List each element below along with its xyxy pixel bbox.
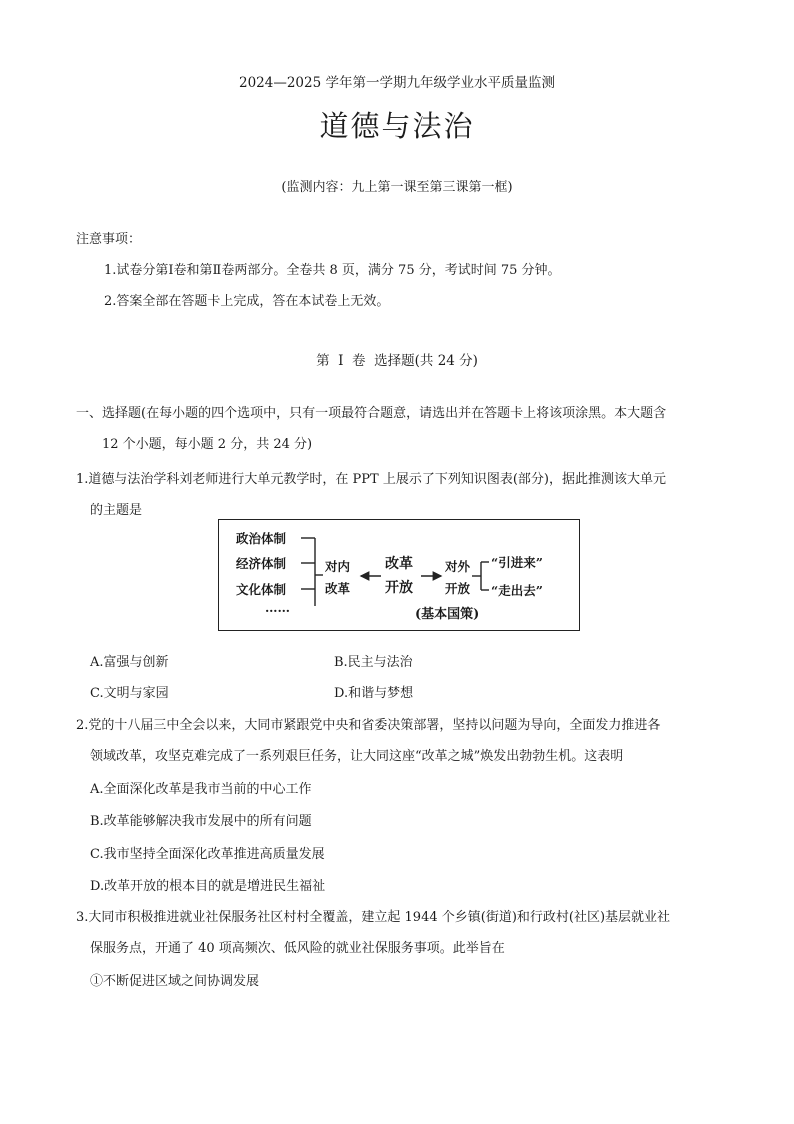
q2-option-a[interactable]: A.全面深化改革是我市当前的中心工作 <box>90 782 312 797</box>
question-3-stem: 3.大同市积极推进就业社保服务社区村村全覆盖，建立起 1944 个乡镇(街道)和行政村(社区)基层就业社 <box>76 910 671 925</box>
q3-item-1: ①不断促进区域之间协调发展 <box>90 974 260 989</box>
diagram-basic-policy: (基本国策) <box>415 607 480 622</box>
part1-heading: 第 Ⅰ 卷 选择题(共 24 分) <box>316 353 478 369</box>
diagram-ellipsis: …… <box>265 600 290 615</box>
diagram-bring-in: “引进来” <box>491 555 543 570</box>
diagram-inner-reform: 改革 <box>325 581 351 596</box>
exam-header-line: 2024—2025 学年第一学期九年级学业水平质量监测 <box>238 75 555 91</box>
question-3-stem-cont: 保服务点，开通了 40 项高频次、低风险的就业社保服务事项。此举旨在 <box>90 941 505 956</box>
question-1-stem: 1.道德与法治学科刘老师进行大单元教学时，在 PPT 上展示了下列知识图表(部分)，据此推测该大单元 <box>76 472 666 487</box>
q1-option-a[interactable]: A.富强与创新 <box>90 655 169 670</box>
diagram-cultural-system: 文化体制 <box>236 582 287 597</box>
q1-option-d[interactable]: D.和谐与梦想 <box>334 686 414 701</box>
diagram-inner-label: 对内 <box>325 559 351 574</box>
diagram-center-opening: 开放 <box>385 580 413 596</box>
exam-scope: (监测内容：九上第一课至第三课第一框) <box>281 180 513 195</box>
question-2-stem: 2.党的十八届三中全会以来，大同市紧跟党中央和省委决策部署，坚持以问题为导向，全面发力推进各 <box>76 718 661 733</box>
exam-title: 道德与法治 <box>319 109 475 143</box>
q1-option-c[interactable]: C.文明与家园 <box>90 686 169 701</box>
diagram-go-out: “走出去” <box>491 583 543 598</box>
q2-option-b[interactable]: B.改革能够解决我市发展中的所有问题 <box>90 814 312 829</box>
diagram-outer-opening: 开放 <box>445 581 471 596</box>
diagram-economic-system: 经济体制 <box>236 556 287 571</box>
notice-item: 2.答案全部在答题卡上完成，答在本试卷上无效。 <box>104 294 390 309</box>
q2-option-c[interactable]: C.我市坚持全面深化改革推进高质量发展 <box>90 847 325 862</box>
question-2-stem-cont: 领域改革，攻坚克难完成了一系列艰巨任务，让大同这座“改革之城”焕发出勃勃生机。这表明 <box>90 749 624 764</box>
question-1-stem-cont: 的主题是 <box>90 503 143 518</box>
diagram-outer-label: 对外 <box>445 559 471 574</box>
q2-option-d[interactable]: D.改革开放的根本目的就是增进民生福祉 <box>90 879 326 894</box>
knowledge-diagram <box>218 519 580 631</box>
notice-item: 1.试卷分第Ⅰ卷和第Ⅱ卷两部分。全卷共 8 页，满分 75 分，考试时间 75 分钟。 <box>104 263 561 278</box>
q1-option-b[interactable]: B.民主与法治 <box>334 655 413 670</box>
section-instruction: 一、选择题(在每小题的四个选项中，只有一项最符合题意，请选出并在答题卡上将该项涂黑。本大题含 <box>76 406 667 421</box>
notice-heading: 注意事项： <box>76 232 142 247</box>
diagram-center-reform: 改革 <box>385 556 413 572</box>
section-instruction-cont: 12 个小题，每小题 2 分，共 24 分) <box>102 437 313 452</box>
diagram-political-system: 政治体制 <box>236 531 287 546</box>
